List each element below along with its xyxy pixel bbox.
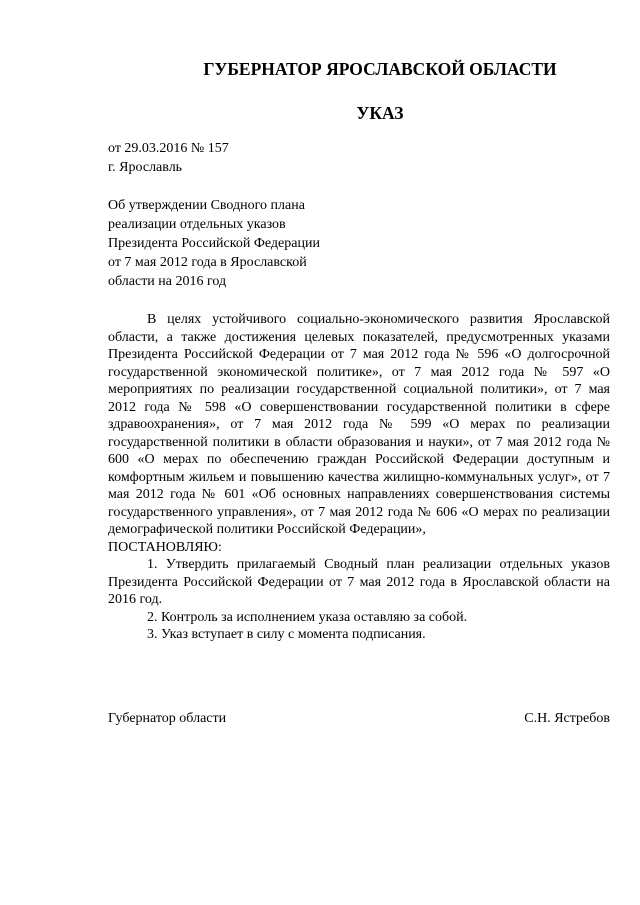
signatory-name: С.Н. Ястребов [524,711,610,726]
decree-date-number: от 29.03.2016 № 157 [108,141,229,156]
subject-line: Президента Российской Федерации [108,236,320,251]
decree-place: г. Ярославль [108,160,183,175]
decree-item-3: 3. Указ вступает в силу с момента подписания. [147,627,426,642]
decree-subject [108,196,358,291]
subject-line: области на 2016 год [108,274,227,289]
preamble-paragraph: В целях устойчивого социально-экономического развития Ярославской области, а также достижения целевых показателей, предусмотренных указами Президента Российской Федерации от 7 мая 2012 года № 596 «О долгосрочной государственной экономической политике», от 7 мая 2012 года № 597 «О мероприятиях по реализации государственной социальной политики», от 7 мая 2012 года № 598 «О совершенствовании государственной политики в сфере здравоохранения», от 7 мая 2012 года № 599 «О мерах по реализации государственной политики в области образования и науки», от 7 мая 2012 года № 600 «О мерах по обеспечению граждан Российской Федерации доступным и комфортным жильем и повышению качества жилищно-коммунальных услуг», от 7 мая 2012 года № 601 «Об основных направлениях совершенствования системы государственного управления», от 7 мая 2012 года № 606 «О мерах по реализации демографической политики Российской Федерации», [108,312,610,537]
resolve-word: ПОСТАНОВЛЯЮ: [108,539,222,555]
decree-item-1: 1. Утвердить прилагаемый Сводный план реализации отдельных указов Президента Российской Федерации от 7 мая 2012 года в Ярославской области на 2016 год. [108,557,610,607]
subject-line: реализации отдельных указов [108,217,286,232]
subject-line: Об утверждении Сводного плана [108,198,305,213]
signatory-position: Губернатор области [108,711,227,726]
decree-type: УКАЗ [356,103,404,123]
decree-meta [108,139,229,177]
document-title: ГУБЕРНАТОР ЯРОСЛАВСКОЙ ОБЛАСТИ [203,59,557,79]
subject-line: от 7 мая 2012 года в Ярославской [108,255,307,270]
decree-body [108,311,610,644]
decree-item-2: 2. Контроль за исполнением указа оставляю за собой. [147,609,468,625]
